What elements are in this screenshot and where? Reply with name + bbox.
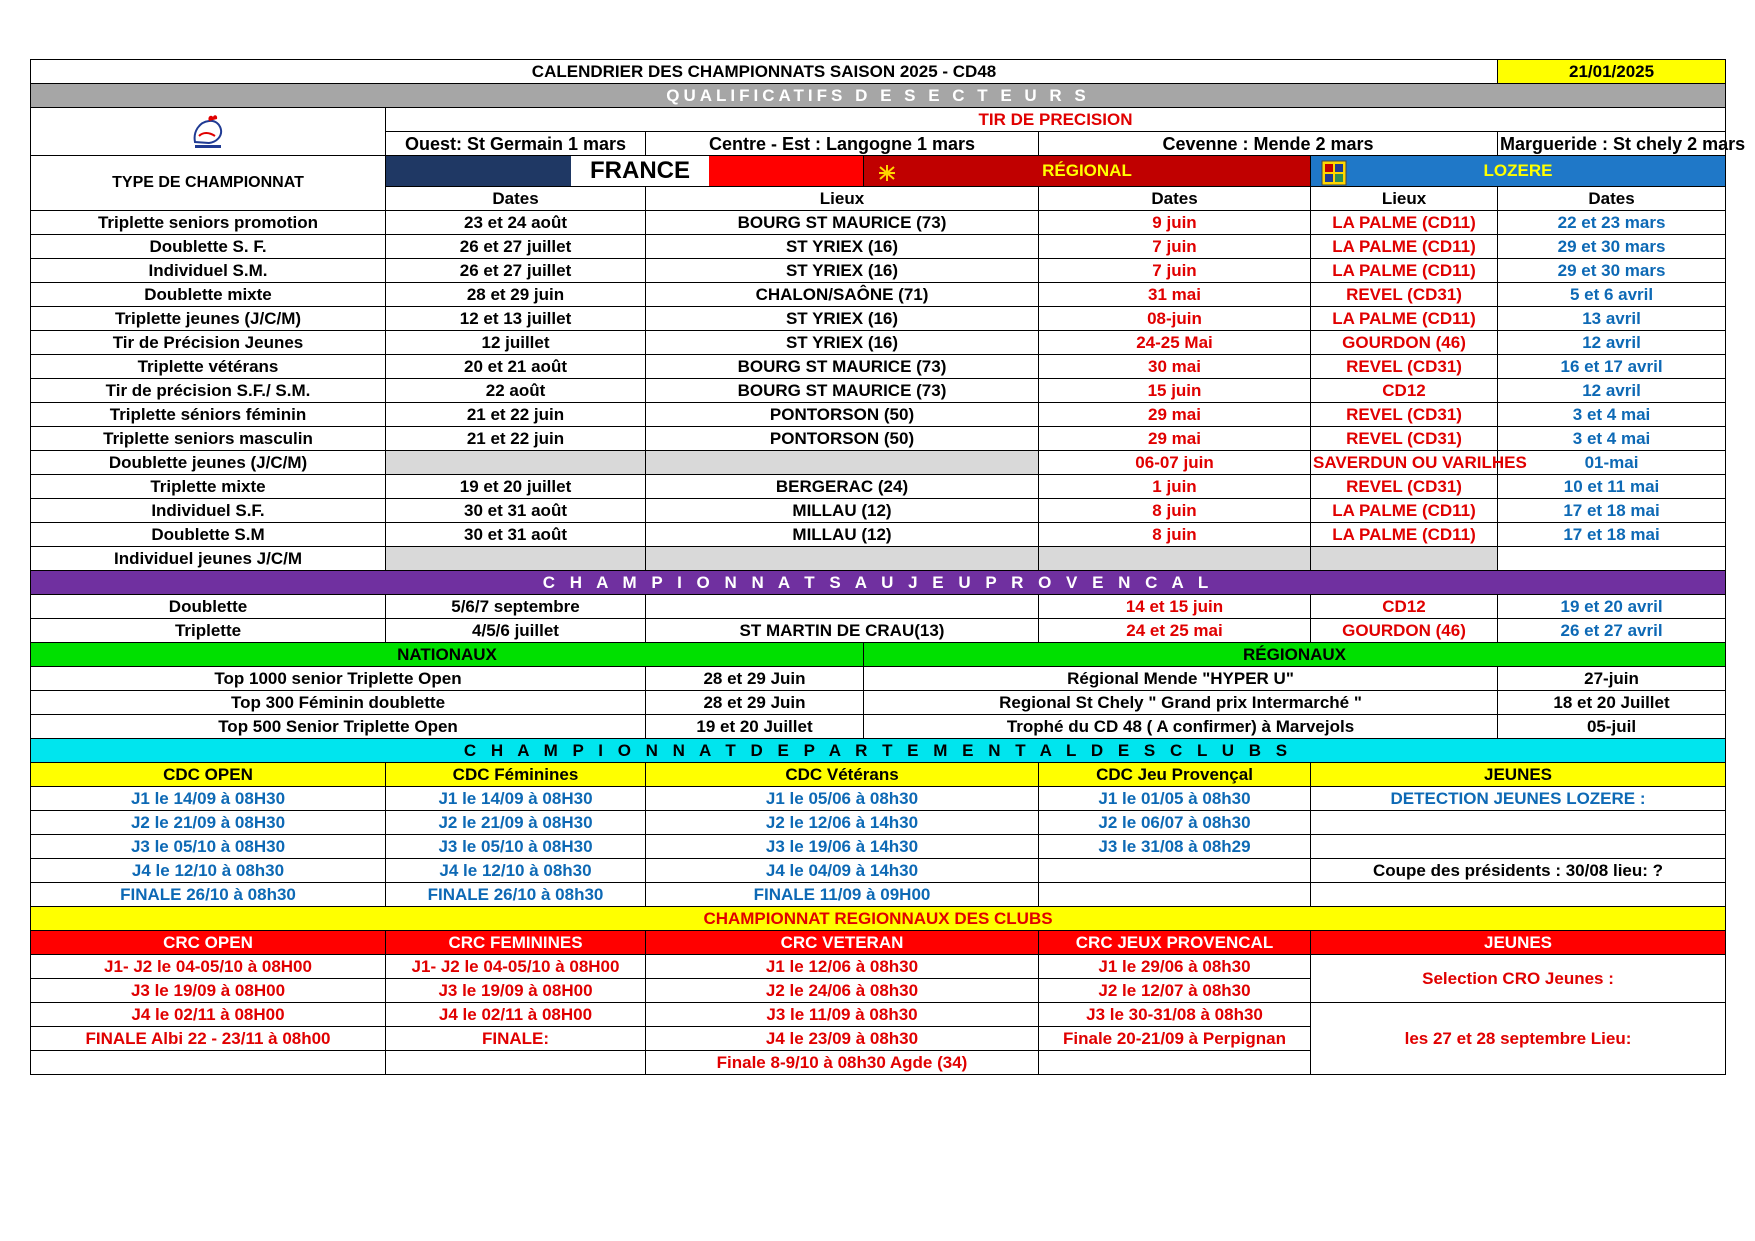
france-lieu [646,595,1039,619]
tir-precision-title: TIR DE PRECISION [386,108,1726,132]
france-date: 21 et 22 juin [386,403,646,427]
lozere-date: 22 et 23 mars [1498,211,1726,235]
france-label: FRANCE [571,156,709,186]
france-date: 21 et 22 juin [386,427,646,451]
occitanie-flag-icon [872,159,902,187]
france-date: 19 et 20 juillet [386,475,646,499]
regional-lieu: REVEL (CD31) [1311,475,1498,499]
lozere-date: 17 et 18 mai [1498,523,1726,547]
crc-cell: J3 le 19/09 à 08H00 [386,979,646,1003]
regional-lieu: REVEL (CD31) [1311,427,1498,451]
regional-date: 31 mai [1039,283,1311,307]
france-lieu: BOURG ST MAURICE (73) [646,211,1039,235]
championship-row [31,379,1726,403]
cdc-row [31,787,1726,811]
france-flag-blue [386,156,571,186]
championship-type: Triplette séniors féminin [31,403,386,427]
championship-row [31,307,1726,331]
crc-cell: J1- J2 le 04-05/10 à 08H00 [386,955,646,979]
cdc-cell [1039,859,1311,883]
france-lieu: PONTORSON (50) [646,403,1039,427]
france-dates-header: Dates [386,187,646,211]
regional-lieu: GOURDON (46) [1311,331,1498,355]
cdc-cell: J3 le 31/08 à 08h29 [1039,835,1311,859]
cdc-cell: J2 le 06/07 à 08h30 [1039,811,1311,835]
lozere-date: 13 avril [1498,307,1726,331]
regional-lieu: LA PALME (CD11) [1311,259,1498,283]
regional-lieu: LA PALME (CD11) [1311,499,1498,523]
regional-date: 24-25 Mai [1039,331,1311,355]
france-date: 23 et 24 août [386,211,646,235]
championship-type: Triplette seniors promotion [31,211,386,235]
championship-row [31,499,1726,523]
lozere-date: 01-mai [1498,451,1726,475]
cdc-cell: J3 le 05/10 à 08H30 [386,835,646,859]
national-date: 28 et 29 Juin [646,691,864,715]
lozere-date: 29 et 30 mars [1498,259,1726,283]
qualif-sectors-band: QUALIFICATIFS D E S E C T E U R S [31,84,1726,108]
regional-lieu: LA PALME (CD11) [1311,307,1498,331]
crc-cell: J4 le 23/09 à 08h30 [646,1027,1039,1051]
provencal-type: Doublette [31,595,386,619]
crc-jeunes-selection: Selection CRO Jeunes : [1311,955,1726,1003]
cdc-cell [1311,835,1726,859]
cdc-cell: J1 le 01/05 à 08h30 [1039,787,1311,811]
crc-header-row [31,931,1726,955]
france-date: 22 août [386,379,646,403]
cdc-row [31,883,1726,907]
nationaux-band-row [31,643,1726,667]
france-date [386,451,646,475]
crc-column-header: CRC VETERAN [646,931,1039,955]
regional-lieu: REVEL (CD31) [1311,283,1498,307]
regional-lieu: REVEL (CD31) [1311,355,1498,379]
lozere-date: 3 et 4 mai [1498,427,1726,451]
regional-lieu: REVEL (CD31) [1311,403,1498,427]
france-date: 30 et 31 août [386,523,646,547]
cdc-cell [1311,811,1726,835]
france-date: 30 et 31 août [386,499,646,523]
tournament-row [31,691,1726,715]
championship-type: Triplette seniors masculin [31,427,386,451]
cdc-cell: J3 le 05/10 à 08H30 [31,835,386,859]
regional-lieu: LA PALME (CD11) [1311,211,1498,235]
championship-type: Tir de Précision Jeunes [31,331,386,355]
cdc-cell: FINALE 11/09 à 09H00 [646,883,1039,907]
rooster-logo-icon [187,112,229,152]
regional-lieu: LA PALME (CD11) [1311,235,1498,259]
crc-cell [31,1051,386,1075]
national-date: 19 et 20 Juillet [646,715,864,739]
cdc-column-header: CDC OPEN [31,763,386,787]
championship-row [31,403,1726,427]
lozere-dates-header: Dates [1498,187,1726,211]
championship-type: Individuel jeunes J/C/M [31,547,386,571]
tournament-row [31,715,1726,739]
crc-cell [1039,1051,1311,1075]
france-date: 12 et 13 juillet [386,307,646,331]
france-lieu: BOURG ST MAURICE (73) [646,355,1039,379]
championship-type: Triplette vétérans [31,355,386,379]
championship-type: Doublette S.M [31,523,386,547]
cdc-cell: DETECTION JEUNES LOZERE : [1311,787,1726,811]
lozere-date: 5 et 6 avril [1498,283,1726,307]
lozere-date: 16 et 17 avril [1498,355,1726,379]
france-date: 28 et 29 juin [386,283,646,307]
regional-date: 9 juin [1039,211,1311,235]
cdc-cell: J4 le 04/09 à 14h30 [646,859,1039,883]
regional-lieu [1311,547,1498,571]
regional-date [1039,547,1311,571]
regional-lieu: LA PALME (CD11) [1311,523,1498,547]
regional-date: 7 juin [1039,235,1311,259]
regional-lieu: SAVERDUN OU VARILHES [1311,451,1498,475]
crc-cell: Finale 8-9/10 à 08h30 Agde (34) [646,1051,1039,1075]
cdc-cell: Coupe des présidents : 30/08 lieu: ? [1311,859,1726,883]
regional-date: 24 et 25 mai [1039,619,1311,643]
championship-type: Tir de précision S.F./ S.M. [31,379,386,403]
france-lieu: ST MARTIN DE CRAU(13) [646,619,1039,643]
cdc-cell: J1 le 14/09 à 08H30 [31,787,386,811]
regional-lieu: CD12 [1311,595,1498,619]
cdc-column-header: CDC Féminines [386,763,646,787]
crc-band: CHAMPIONNAT REGIONNAUX DES CLUBS [31,907,1726,931]
lozere-date: 10 et 11 mai [1498,475,1726,499]
provencal-band-row [31,571,1726,595]
championship-row [31,355,1726,379]
france-lieu [646,547,1039,571]
championship-row [31,523,1726,547]
championship-type: Triplette jeunes (J/C/M) [31,307,386,331]
regional-tournament-date: 18 et 20 Juillet [1498,691,1726,715]
cdc-row [31,835,1726,859]
france-lieu: MILLAU (12) [646,523,1039,547]
crc-column-header: JEUNES [1311,931,1726,955]
france-lieu: ST YRIEX (16) [646,331,1039,355]
crc-column-header: CRC JEUX PROVENCAL [1039,931,1311,955]
cdc-cell: J4 le 12/10 à 08h30 [31,859,386,883]
lozere-header [1311,156,1726,187]
crc-column-header: CRC OPEN [31,931,386,955]
france-lieu: BERGERAC (24) [646,475,1039,499]
regionaux-band: RÉGIONAUX [864,643,1726,667]
championship-row [31,451,1726,475]
lozere-flag-icon [1319,159,1349,187]
championship-type: Triplette mixte [31,475,386,499]
crc-jeunes-dates: les 27 et 28 septembre Lieu: [1311,1003,1726,1075]
regional-header [864,156,1311,187]
crc-row [31,1003,1726,1027]
crc-cell: J1- J2 le 04-05/10 à 08H00 [31,955,386,979]
championship-type: Individuel S.M. [31,259,386,283]
lozere-date: 12 avril [1498,331,1726,355]
cdc-cell: J3 le 19/06 à 14h30 [646,835,1039,859]
regional-date: 8 juin [1039,499,1311,523]
provencal-row [31,595,1726,619]
nationaux-band: NATIONAUX [31,643,864,667]
cdc-column-header: JEUNES [1311,763,1726,787]
cdc-row [31,811,1726,835]
cdc-header-row [31,763,1726,787]
crc-cell [386,1051,646,1075]
page-title: CALENDRIER DES CHAMPIONNATS SAISON 2025 - CD48 [31,60,1498,84]
provencal-type: Triplette [31,619,386,643]
cdc-cell: J2 le 12/06 à 14h30 [646,811,1039,835]
national-tournament: Top 1000 senior Triplette Open [31,667,646,691]
regional-date: 30 mai [1039,355,1311,379]
regional-date: 1 juin [1039,475,1311,499]
lozere-date: 12 avril [1498,379,1726,403]
france-date [386,547,646,571]
crc-cell: J3 le 30-31/08 à 08h30 [1039,1003,1311,1027]
cdc-cell: J2 le 21/09 à 08H30 [386,811,646,835]
regional-date: 14 et 15 juin [1039,595,1311,619]
crc-cell: FINALE Albi 22 - 23/11 à 08h00 [31,1027,386,1051]
cdc-column-header: CDC Vétérans [646,763,1039,787]
national-tournament: Top 500 Senior Triplette Open [31,715,646,739]
regional-tournament-date: 27-juin [1498,667,1726,691]
cdc-cell [1039,883,1311,907]
cdc-column-header: CDC Jeu Provençal [1039,763,1311,787]
crc-cell: J4 le 02/11 à 08H00 [386,1003,646,1027]
regional-date: 8 juin [1039,523,1311,547]
sector-margueride: Margueride : St chely 2 mars [1498,132,1726,156]
france-lieu [646,451,1039,475]
cdc-row [31,859,1726,883]
france-lieu: ST YRIEX (16) [646,259,1039,283]
championship-row [31,283,1726,307]
lozere-date: 29 et 30 mars [1498,235,1726,259]
championship-row [31,259,1726,283]
france-date: 12 juillet [386,331,646,355]
sector-centre-est: Centre - Est : Langogne 1 mars [646,132,1039,156]
cdc-band: C H A M P I O N N A T D E P A R T E M E N T A L D E S C L U B S [31,739,1726,763]
crc-cell: J1 le 12/06 à 08h30 [646,955,1039,979]
regional-tournament: Trophé du CD 48 ( A confirmer) à Marvejols [864,715,1498,739]
regional-tournament-date: 05-juil [1498,715,1726,739]
france-date: 26 et 27 juillet [386,259,646,283]
regional-lieu: GOURDON (46) [1311,619,1498,643]
cdc-cell: J1 le 05/06 à 08h30 [646,787,1039,811]
cdc-cell [1311,883,1726,907]
france-lieu: ST YRIEX (16) [646,307,1039,331]
crc-cell: FINALE: [386,1027,646,1051]
crc-cell: J1 le 29/06 à 08h30 [1039,955,1311,979]
lozere-date: 17 et 18 mai [1498,499,1726,523]
championship-type: Doublette S. F. [31,235,386,259]
provencal-band: C H A M P I O N N A T S A U J E U P R O V E N C A L [31,571,1726,595]
document-date: 21/01/2025 [1498,60,1726,84]
regional-label: RÉGIONAL [1042,161,1132,180]
championship-type: Individuel S.F. [31,499,386,523]
regional-lieux-header: Lieux [1311,187,1498,211]
lozere-label: LOZERE [1483,161,1553,180]
crc-cell: J2 le 12/07 à 08h30 [1039,979,1311,1003]
lozere-date: 3 et 4 mai [1498,403,1726,427]
cdc-cell: FINALE 26/10 à 08h30 [31,883,386,907]
cdc-cell: J4 le 12/10 à 08h30 [386,859,646,883]
championship-calendar-table [30,59,1746,1075]
crc-column-header: CRC FEMININES [386,931,646,955]
crc-cell: J2 le 24/06 à 08h30 [646,979,1039,1003]
championship-row [31,547,1726,571]
lozere-date: 26 et 27 avril [1498,619,1726,643]
regional-date: 06-07 juin [1039,451,1311,475]
france-lieu: MILLAU (12) [646,499,1039,523]
crc-band-row [31,907,1726,931]
provencal-row [31,619,1726,643]
crc-cell: Finale 20-21/09 à Perpignan [1039,1027,1311,1051]
regional-tournament: Regional St Chely " Grand prix Intermarché " [864,691,1498,715]
championship-row [31,211,1726,235]
national-date: 28 et 29 Juin [646,667,864,691]
championship-row [31,427,1726,451]
france-lieu: CHALON/SAÔNE (71) [646,283,1039,307]
championship-row [31,235,1726,259]
crc-row [31,955,1726,979]
cdc-band-row [31,739,1726,763]
regional-dates-header: Dates [1039,187,1311,211]
lozere-date: 19 et 20 avril [1498,595,1726,619]
france-lieux-header: Lieux [646,187,1039,211]
championship-row [31,331,1726,355]
regional-date: 29 mai [1039,427,1311,451]
logo-cell [31,108,386,156]
type-championnat-header: TYPE DE CHAMPIONNAT [31,156,386,211]
france-header [386,156,864,187]
crc-cell: J3 le 11/09 à 08h30 [646,1003,1039,1027]
france-date: 4/5/6 juillet [386,619,646,643]
france-date: 5/6/7 septembre [386,595,646,619]
crc-cell: J4 le 02/11 à 08H00 [31,1003,386,1027]
cdc-cell: J1 le 14/09 à 08H30 [386,787,646,811]
france-date: 26 et 27 juillet [386,235,646,259]
tournament-row [31,667,1726,691]
championship-row [31,475,1726,499]
cdc-cell: FINALE 26/10 à 08h30 [386,883,646,907]
regional-date: 7 juin [1039,259,1311,283]
regional-date: 15 juin [1039,379,1311,403]
france-lieu: BOURG ST MAURICE (73) [646,379,1039,403]
crc-cell: J3 le 19/09 à 08H00 [31,979,386,1003]
regional-date: 29 mai [1039,403,1311,427]
france-lieu: ST YRIEX (16) [646,235,1039,259]
regional-lieu: CD12 [1311,379,1498,403]
france-lieu: PONTORSON (50) [646,427,1039,451]
france-date: 20 et 21 août [386,355,646,379]
sector-ouest: Ouest: St Germain 1 mars [386,132,646,156]
cdc-cell: J2 le 21/09 à 08H30 [31,811,386,835]
national-tournament: Top 300 Féminin doublette [31,691,646,715]
championship-type: Doublette jeunes (J/C/M) [31,451,386,475]
lozere-date [1498,547,1726,571]
regional-tournament: Régional Mende "HYPER U" [864,667,1498,691]
championship-type: Doublette mixte [31,283,386,307]
sector-cevenne: Cevenne : Mende 2 mars [1039,132,1498,156]
regional-date: 08-juin [1039,307,1311,331]
france-flag-red [709,156,863,186]
